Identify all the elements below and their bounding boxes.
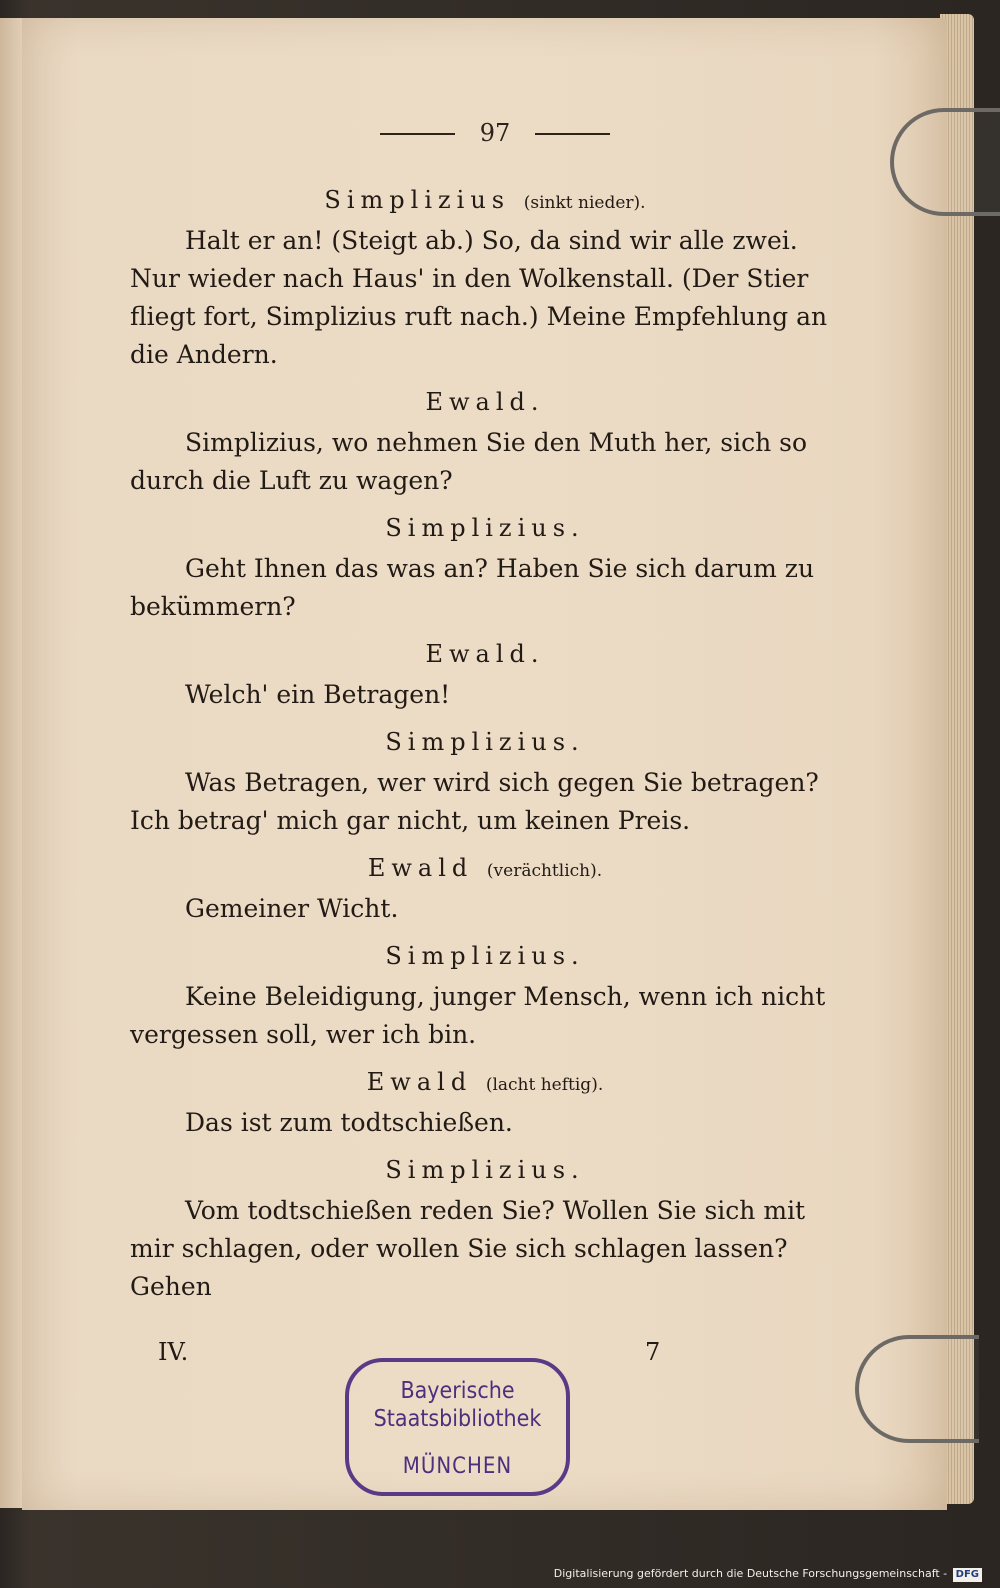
dialogue-paragraph: Geht Ihnen das was an? Haben Sie sich darum zu bekümmern? — [130, 554, 815, 621]
page-clip-top — [890, 108, 1000, 216]
digitization-credit — [554, 1564, 982, 1584]
signature-mark: IV. — [158, 1338, 189, 1366]
dialogue-paragraph: Simplizius, wo nehmen Sie den Muth her, sich so durch die Luft zu wagen? — [130, 428, 808, 495]
library-stamp — [345, 1358, 570, 1496]
header-rule-left — [380, 133, 455, 135]
stamp-line-3: MÜNCHEN — [402, 1454, 513, 1479]
speaker-name: Simplizius. — [385, 942, 585, 970]
header-rule-right — [535, 133, 610, 135]
stamp-line-1: Bayerische — [400, 1378, 515, 1404]
speaker-name: Simplizius. — [385, 514, 585, 542]
page-number: 97 — [479, 119, 511, 147]
stage-direction: (sinkt nieder). — [523, 193, 646, 213]
speaker-heading — [130, 632, 840, 676]
speaker-heading — [130, 846, 840, 890]
stage-direction: (verächtlich). — [486, 861, 603, 881]
dialogue-paragraph: Halt er an! (Steigt ab.) So, da sind wir alle zwei. Nur wieder nach Haus' in den Wolkenstall. (Der Stier fliegt fort, Simplizius ruft nach.) Meine Empfehlung an die Andern. — [130, 226, 828, 369]
page-clip-bottom — [855, 1335, 979, 1443]
speaker-heading — [130, 1148, 840, 1192]
speaker-name: Simplizius. — [385, 1156, 585, 1184]
speaker-name: Ewald — [366, 1068, 473, 1096]
speaker-heading — [130, 720, 840, 764]
speaker-name: Ewald. — [425, 388, 545, 416]
speaker-name: Simplizius. — [385, 728, 585, 756]
speaker-name: Ewald. — [425, 640, 545, 668]
dialogue-paragraph: Keine Beleidigung, junger Mensch, wenn ich nicht vergessen soll, wer ich bin. — [130, 982, 826, 1049]
speaker-heading — [130, 1060, 840, 1104]
dfg-logo: DFG — [953, 1568, 982, 1582]
speaker-heading — [130, 506, 840, 550]
dialogue-paragraph: Was Betragen, wer wird sich gegen Sie betragen? Ich betrag' mich gar nicht, um keinen Preis. — [130, 768, 819, 835]
dialogue-paragraph: Gemeiner Wicht. — [185, 894, 399, 923]
speaker-heading — [130, 178, 840, 222]
page-header — [380, 116, 610, 150]
credit-text: Digitalisierung gefördert durch die Deutsche Forschungsgemeinschaft - — [553, 1567, 948, 1580]
stamp-line-2: Staatsbibliothek — [373, 1406, 542, 1432]
stage-direction: (lacht heftig). — [485, 1075, 604, 1095]
sheet-number: 7 — [645, 1338, 661, 1366]
speaker-heading — [130, 934, 840, 978]
dialogue-paragraph: Vom todtschießen reden Sie? Wollen Sie sich mit mir schlagen, oder wollen Sie sich schlagen lassen? Gehen — [130, 1196, 806, 1301]
dialogue-paragraph: Das ist zum todtschießen. — [185, 1108, 513, 1137]
speaker-name: Simplizius — [324, 186, 511, 214]
play-text — [130, 178, 840, 1312]
dialogue-paragraph: Welch' ein Betragen! — [185, 680, 451, 709]
speaker-name: Ewald — [367, 854, 474, 882]
speaker-heading — [130, 380, 840, 424]
